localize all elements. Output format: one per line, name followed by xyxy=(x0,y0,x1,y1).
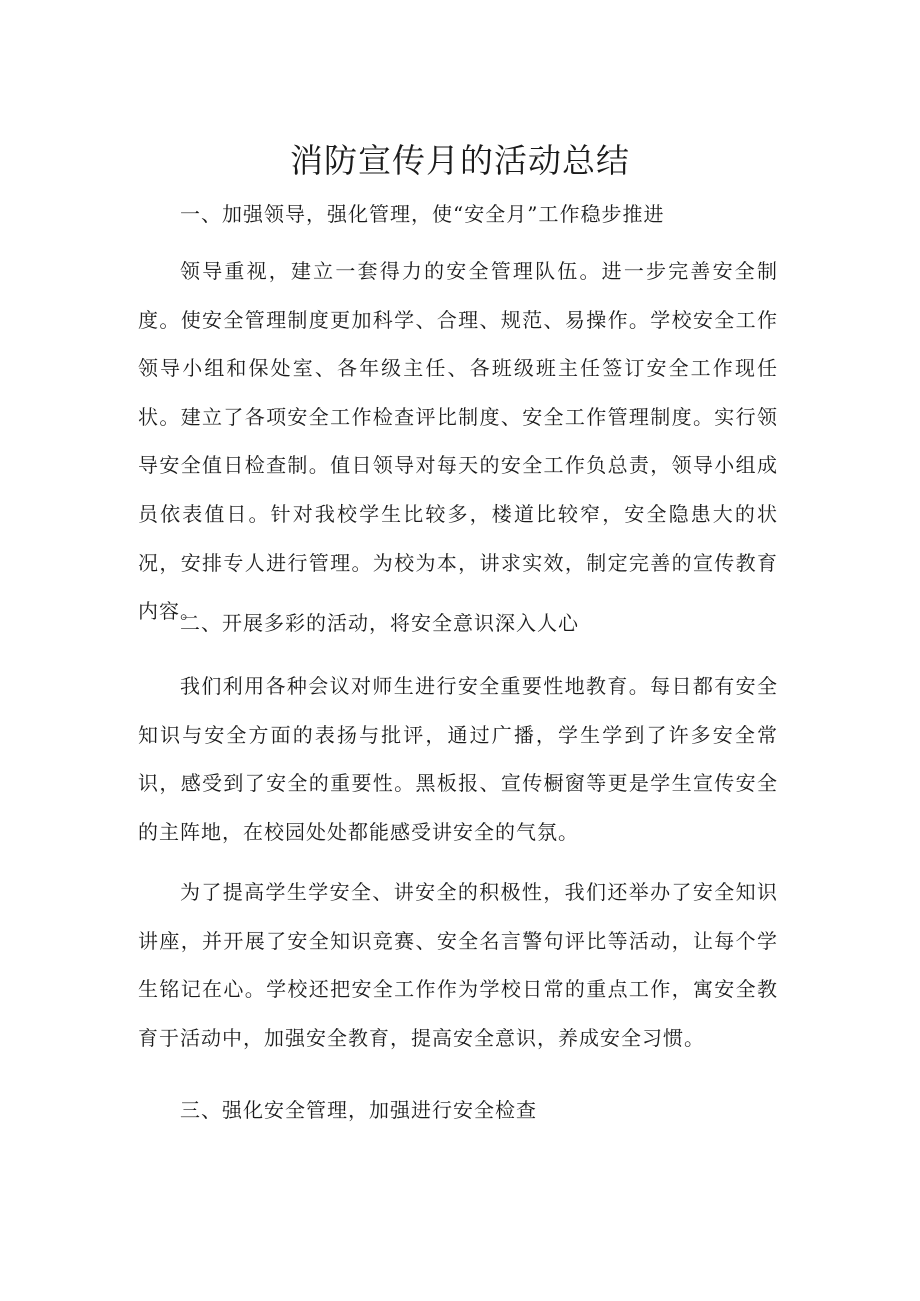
section-2-paragraph-2: 为了提高学生学安全、讲安全的积极性，我们还举办了安全知识讲座，并开展了安全知识竞赛、安全名言警句评比等活动，让每个学生铭记在心。学校还把安全工作作为学校日常的重点工作，寓安全教育于活动中，加强安全教育，提高安全意识，养成安全习惯。 xyxy=(138,880,778,1050)
section-heading-1: 一、加强领导，强化管理，使“安全月”工作稳步推进 xyxy=(180,202,665,226)
section-1-paragraph-1: 领导重视，建立一套得力的安全管理队伍。进一步完善安全制度。使安全管理制度更加科学、合理、规范、易操作。学校安全工作领导小组和保处室、各年级主任、各班级班主任签订安全工作现任状。建立了各项安全工作检查评比制度、安全工作管理制度。实行领导安全值日检查制。值日领导对每天的安全工作负总责，领导小组成员依表值日。针对我校学生比较多，楼道比较窄，安全隐患大的状况，安排专人进行管理。为校为本，讲求实效，制定完善的宣传教育内容。 xyxy=(138,259,778,624)
section-2-paragraph-1: 我们利用各种会议对师生进行安全重要性地教育。每日都有安全知识与安全方面的表扬与批评，通过广播，学生学到了许多安全常识，感受到了安全的重要性。黑板报、宣传橱窗等更是学生宣传安全的主阵地，在校园处处都能感受讲安全的气氛。 xyxy=(138,674,778,844)
section-heading-3: 三、强化安全管理，加强进行安全检查 xyxy=(180,1098,537,1122)
section-heading-2: 二、开展多彩的活动，将安全意识深入人心 xyxy=(180,611,579,635)
document-title: 消防宣传月的活动总结 xyxy=(290,141,630,180)
